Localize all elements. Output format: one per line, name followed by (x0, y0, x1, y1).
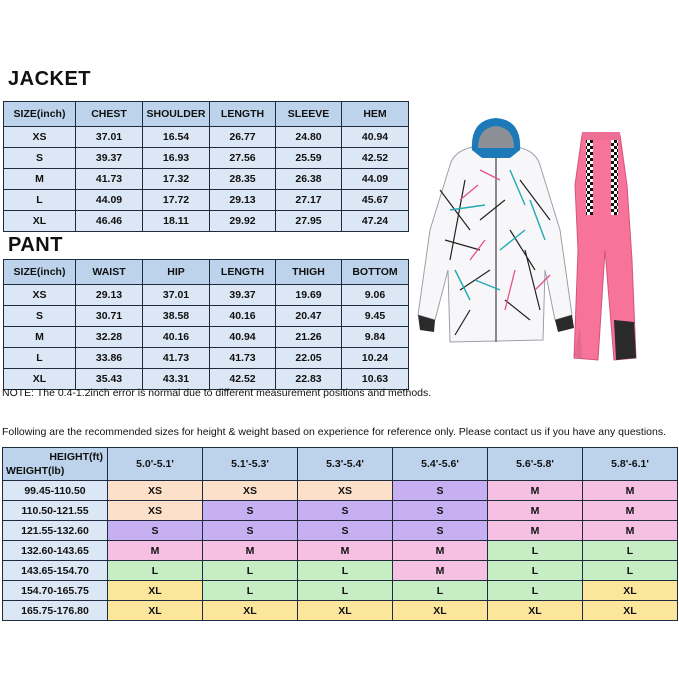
size-cell: M (108, 541, 203, 561)
table-cell: 46.46 (76, 211, 143, 232)
size-cell: S (298, 521, 393, 541)
table-cell: 43.31 (143, 369, 210, 390)
table-cell: 39.37 (210, 285, 276, 306)
height-range-header: 5.3'-5.4' (298, 448, 393, 481)
size-cell: S (393, 521, 488, 541)
column-header: HIP (143, 260, 210, 285)
size-cell: M (488, 501, 583, 521)
weight-range-cell: 154.70-165.75 (3, 581, 108, 601)
column-header: LENGTH (210, 102, 276, 127)
table-cell: 18.11 (143, 211, 210, 232)
table-cell: L (4, 190, 76, 211)
column-header: BOTTOM (342, 260, 409, 285)
table-cell: 27.17 (276, 190, 342, 211)
recommended-size-table (2, 447, 678, 621)
ski-jacket (418, 118, 574, 342)
size-cell: XS (203, 481, 298, 501)
jacket-size-table (3, 101, 409, 232)
size-cell: XL (393, 601, 488, 621)
table-cell: 38.58 (143, 306, 210, 327)
size-cell: L (108, 561, 203, 581)
size-cell: M (583, 501, 678, 521)
table-cell: 45.67 (342, 190, 409, 211)
jacket-title: JACKET (8, 68, 92, 90)
size-cell: M (203, 541, 298, 561)
table-header-row (4, 102, 409, 127)
table-header-row (3, 448, 678, 481)
table-cell: 22.05 (276, 348, 342, 369)
table-row (3, 501, 678, 521)
table-cell: 9.84 (342, 327, 409, 348)
table-cell: 32.28 (76, 327, 143, 348)
table-cell: 44.09 (76, 190, 143, 211)
table-cell: XS (4, 127, 76, 148)
column-header: CHEST (76, 102, 143, 127)
table-cell: 27.56 (210, 148, 276, 169)
table-cell: 21.26 (276, 327, 342, 348)
size-cell: L (203, 561, 298, 581)
table-cell: XL (4, 211, 76, 232)
size-cell: S (203, 521, 298, 541)
column-header: THIGH (276, 260, 342, 285)
size-cell: M (488, 481, 583, 501)
table-cell: S (4, 148, 76, 169)
table-cell: M (4, 327, 76, 348)
size-cell: M (583, 481, 678, 501)
table-cell: 37.01 (76, 127, 143, 148)
size-cell: S (108, 521, 203, 541)
table-row (4, 169, 409, 190)
table-cell: XS (4, 285, 76, 306)
size-cell: S (298, 501, 393, 521)
table-row (4, 127, 409, 148)
size-cell: XS (108, 481, 203, 501)
column-header: WAIST (76, 260, 143, 285)
height-label: HEIGHT(ft) (49, 451, 103, 463)
size-cell: XL (488, 601, 583, 621)
table-row (3, 541, 678, 561)
table-row (4, 306, 409, 327)
weight-range-cell: 99.45-110.50 (3, 481, 108, 501)
size-cell: XS (298, 481, 393, 501)
size-cell: L (488, 581, 583, 601)
weight-label: WEIGHT(lb) (6, 465, 65, 477)
table-cell: 41.73 (143, 348, 210, 369)
size-cell: S (393, 481, 488, 501)
table-cell: 42.52 (210, 369, 276, 390)
size-cell: M (488, 521, 583, 541)
table-row (3, 481, 678, 501)
table-cell: 9.06 (342, 285, 409, 306)
size-cell: XL (108, 601, 203, 621)
table-row (3, 561, 678, 581)
height-range-header: 5.8'-6.1' (583, 448, 678, 481)
size-cell: XL (108, 581, 203, 601)
weight-range-cell: 110.50-121.55 (3, 501, 108, 521)
table-row (3, 521, 678, 541)
pant-title: PANT (8, 234, 63, 256)
size-cell: L (583, 561, 678, 581)
table-cell: 35.43 (76, 369, 143, 390)
table-row (4, 190, 409, 211)
size-cell: M (583, 521, 678, 541)
size-cell: L (393, 581, 488, 601)
table-cell: 16.54 (143, 127, 210, 148)
table-cell: 41.73 (210, 348, 276, 369)
table-cell: 10.24 (342, 348, 409, 369)
table-cell: 40.94 (210, 327, 276, 348)
size-cell: L (488, 561, 583, 581)
table-cell: 40.16 (210, 306, 276, 327)
size-cell: S (393, 501, 488, 521)
table-cell: 39.37 (76, 148, 143, 169)
table-row (4, 348, 409, 369)
size-cell: L (488, 541, 583, 561)
column-header: SIZE(inch) (4, 102, 76, 127)
table-cell: 47.24 (342, 211, 409, 232)
measurement-note: NOTE: The 0.4-1.2inch error is normal due to different measurement positions and methods. (2, 387, 432, 399)
size-cell: M (393, 561, 488, 581)
column-header: HEM (342, 102, 409, 127)
table-cell: 40.16 (143, 327, 210, 348)
size-cell: M (393, 541, 488, 561)
table-cell: 17.72 (143, 190, 210, 211)
pant-size-table (3, 259, 409, 390)
table-cell: 41.73 (76, 169, 143, 190)
height-range-header: 5.0'-5.1' (108, 448, 203, 481)
size-cell: L (203, 581, 298, 601)
table-cell: 20.47 (276, 306, 342, 327)
table-cell: 40.94 (342, 127, 409, 148)
table-cell: 42.52 (342, 148, 409, 169)
size-cell: XS (108, 501, 203, 521)
size-cell: M (298, 541, 393, 561)
size-cell: XL (583, 581, 678, 601)
table-cell: 19.69 (276, 285, 342, 306)
ski-pants (574, 132, 636, 360)
size-cell: L (583, 541, 678, 561)
table-cell: S (4, 306, 76, 327)
size-cell: XL (583, 601, 678, 621)
height-weight-corner (3, 448, 108, 481)
table-row (4, 327, 409, 348)
table-cell: M (4, 169, 76, 190)
weight-range-cell: 165.75-176.80 (3, 601, 108, 621)
table-cell: 28.35 (210, 169, 276, 190)
column-header: SHOULDER (143, 102, 210, 127)
table-cell: 26.38 (276, 169, 342, 190)
column-header: LENGTH (210, 260, 276, 285)
table-cell: 30.71 (76, 306, 143, 327)
product-photo-ski-suit (410, 110, 672, 372)
table-cell: 27.95 (276, 211, 342, 232)
column-header: SIZE(inch) (4, 260, 76, 285)
height-range-header: 5.6'-5.8' (488, 448, 583, 481)
table-cell: 29.13 (210, 190, 276, 211)
table-cell: 29.13 (76, 285, 143, 306)
height-range-header: 5.4'-5.6' (393, 448, 488, 481)
table-cell: L (4, 348, 76, 369)
size-cell: L (298, 561, 393, 581)
size-cell: XL (298, 601, 393, 621)
table-row (4, 211, 409, 232)
table-cell: 10.63 (342, 369, 409, 390)
table-row (3, 601, 678, 621)
table-cell: 44.09 (342, 169, 409, 190)
recommendation-intro: Following are the recommended sizes for height & weight based on experience for reference only. Please contact us if you have any questions. (2, 426, 667, 438)
table-cell: 25.59 (276, 148, 342, 169)
table-cell: 29.92 (210, 211, 276, 232)
table-cell: 9.45 (342, 306, 409, 327)
table-header-row (4, 260, 409, 285)
size-cell: XL (203, 601, 298, 621)
size-cell: S (203, 501, 298, 521)
column-header: SLEEVE (276, 102, 342, 127)
weight-range-cell: 132.60-143.65 (3, 541, 108, 561)
table-row (3, 581, 678, 601)
table-cell: 17.32 (143, 169, 210, 190)
table-cell: 33.86 (76, 348, 143, 369)
table-cell: 16.93 (143, 148, 210, 169)
height-range-header: 5.1'-5.3' (203, 448, 298, 481)
table-cell: 22.83 (276, 369, 342, 390)
table-cell: 37.01 (143, 285, 210, 306)
table-cell: 24.80 (276, 127, 342, 148)
weight-range-cell: 143.65-154.70 (3, 561, 108, 581)
table-cell: XL (4, 369, 76, 390)
size-cell: L (298, 581, 393, 601)
table-cell: 26.77 (210, 127, 276, 148)
weight-range-cell: 121.55-132.60 (3, 521, 108, 541)
table-row (4, 148, 409, 169)
table-row (4, 285, 409, 306)
